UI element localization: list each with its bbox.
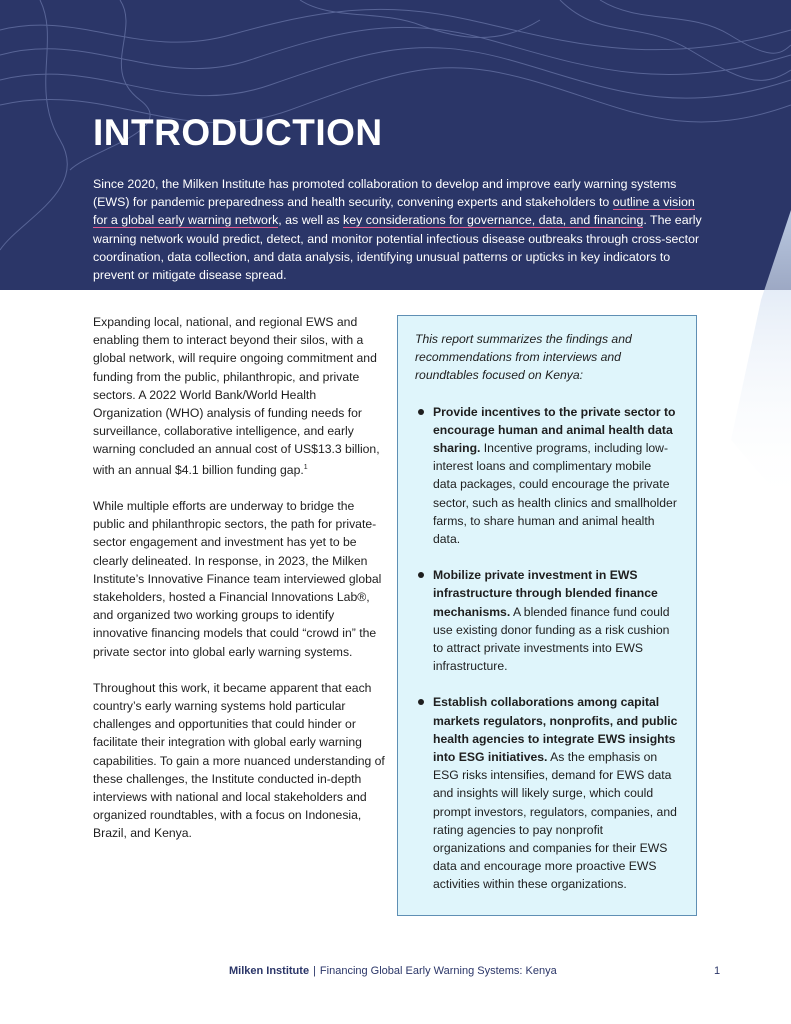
side-gradient-decoration bbox=[701, 210, 791, 510]
recommendation-text: As the emphasis on ESG risks intensifies, demand for EWS data and insights will likely surge, which could prompt investors, regulators, companies, and rating agencies to pay nonprofit organizations and companies for their EWS data and encourage more proactive EWS activities within these organizations. bbox=[433, 750, 677, 892]
recommendation-heading: Establish collaborations among capital markets regulators, nonprofits, and public health agencies to integrate EWS insights into ESG initiatives. bbox=[433, 695, 678, 765]
page-footer bbox=[0, 965, 791, 985]
recommendation-heading: Provide incentives to the private sector to encourage human and animal health data sharing. bbox=[433, 404, 676, 456]
recommendation-heading: Mobilize private investment in EWS infrastructure through blended finance mechanisms. bbox=[433, 568, 658, 619]
recommendation-list bbox=[415, 403, 678, 894]
footer-org-name: Milken Institute bbox=[229, 965, 310, 977]
intro-text: , as well as bbox=[278, 213, 344, 228]
page-title: INTRODUCTION bbox=[93, 112, 383, 153]
intro-paragraph bbox=[93, 175, 705, 284]
footer-running-title bbox=[229, 965, 557, 977]
body-paragraph-1-text: Expanding local, national, and regional EWS and enabling them to interact beyond their silos, with a global network, will require ongoing commitment and funding from the public, philanthropic, and private sectors. A 2022 World Bank/World Health Organization (WHO) analysis of funding needs for surveillance, collaborative intelligence, and early warning concluded an annual cost of US$13.3 billion, with an annual $4.1 billion funding gap. bbox=[93, 315, 380, 477]
list-item bbox=[415, 566, 678, 675]
body-paragraph-2: While multiple efforts are underway to bridge the public and philanthropic sectors, the path for private-sector engagement and investment has yet to be clearly delineated. In response, in 2023, the Milken Institute’s Innovative Finance team interviewed global stakeholders, hosted a Financial Innovations Lab®, and organized two working groups to identify innovative financing models that could “crowd in” the private sector into global early warning systems. bbox=[93, 498, 382, 659]
bullet-icon bbox=[418, 572, 424, 578]
intro-text: Since 2020, the Milken Institute has promoted collaboration to develop and improve early warning systems (EWS) for pandemic preparedness and health security, convening experts and stakeholders to bbox=[93, 177, 677, 210]
bullet-icon bbox=[418, 409, 424, 415]
list-item bbox=[415, 403, 678, 549]
summary-callout-box bbox=[397, 315, 697, 916]
footnote-marker[interactable]: 1 bbox=[303, 463, 308, 471]
callout-intro: This report summarizes the findings and recommendations from interviews and roundtables focused on Kenya: bbox=[415, 332, 632, 383]
list-item bbox=[415, 693, 678, 893]
body-paragraph-1 bbox=[93, 313, 385, 479]
link-global-network[interactable]: outline a vision for a global early warning network bbox=[93, 195, 695, 228]
bullet-icon bbox=[418, 699, 424, 705]
page-number: 1 bbox=[714, 965, 721, 977]
body-column bbox=[93, 313, 385, 861]
body-paragraph-3: Throughout this work, it became apparent that each country’s early warning systems hold particular challenges and opportunities that could hinder or facilitate their integration with global early warning capabilities. To gain a more nuanced understanding of these challenges, the Institute conducted in-depth interviews with national and local stakeholders and organized roundtables, with a focus on Indonesia, Brazil, and Kenya. bbox=[93, 680, 385, 841]
recommendation-text: Incentive programs, including low-interest loans and complimentary mobile data packages, could encourage the private sector, such as health clinics and smallholder farms, to share human and animal health data. bbox=[433, 441, 677, 547]
link-key-considerations[interactable]: key considerations for governance, data, and financing bbox=[343, 213, 644, 228]
footer-separator: | bbox=[313, 965, 316, 977]
footer-report-title: Financing Global Early Warning Systems: Kenya bbox=[319, 965, 557, 977]
intro-text: . The early warning network would predict, detect, and monitor potential infectious disease outbreaks through cross-sector coordination, data collection, and data analysis, identifying unusual patterns or upticks in key indicators to prevent or mitigate disease spread. bbox=[93, 213, 702, 283]
recommendation-text: A blended finance fund could use existing donor funding as a risk cushion to attract private investments into EWS infrastructure. bbox=[433, 604, 670, 674]
header-banner bbox=[0, 0, 791, 290]
